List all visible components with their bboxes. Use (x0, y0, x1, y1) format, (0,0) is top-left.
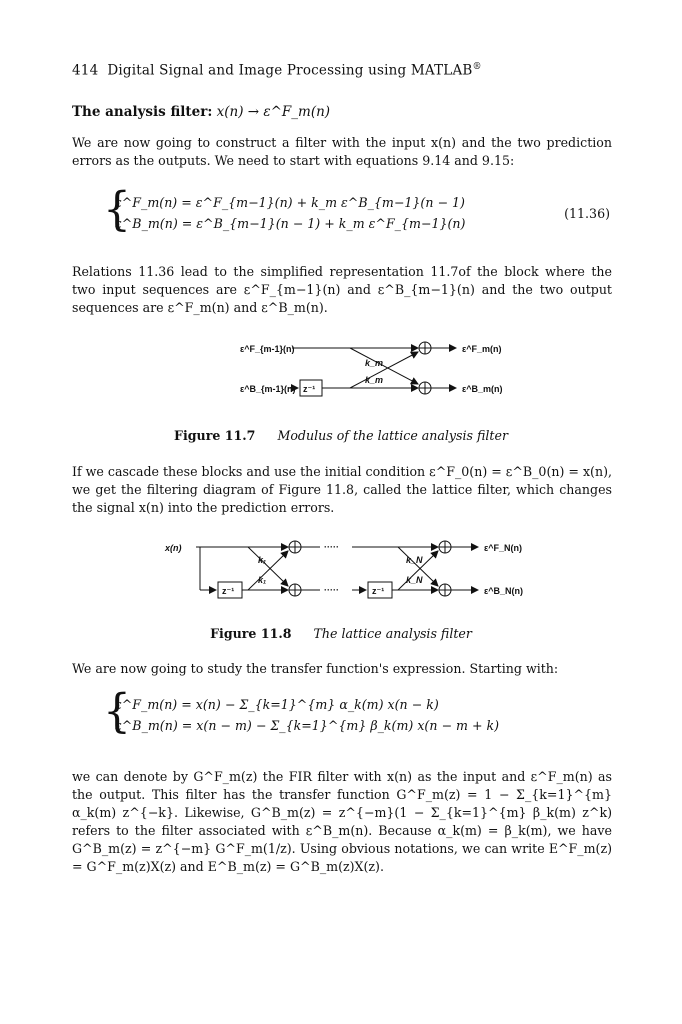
equation-line-1: ε^F_m(n) = ε^F_{m−1}(n) + k_m ε^B_{m−1}(n − 1) (115, 195, 465, 210)
output-forward-label: ε^F_m(n) (462, 344, 502, 354)
book-title: Digital Signal and Image Processing using MATLAB (107, 62, 473, 79)
output-forward-label: ε^F_N(n) (484, 543, 523, 553)
dots-top: ····· (324, 542, 339, 552)
figure-title: The lattice analysis filter (313, 626, 472, 641)
brace: { (103, 182, 131, 237)
cross-forward-to-backward (350, 348, 418, 384)
output-backward-label: ε^B_N(n) (484, 586, 524, 596)
delay-label-1: z⁻¹ (222, 586, 235, 596)
running-header (72, 62, 482, 79)
figure-title: Modulus of the lattice analysis filter (277, 428, 508, 443)
equation-number: (11.36) (564, 206, 610, 221)
figure-11-7-caption (0, 428, 682, 443)
registered-mark: ® (472, 62, 482, 72)
figure-label: Figure 11.7 (174, 428, 256, 443)
page-number: 414 (72, 62, 99, 79)
paragraph-transfer: We are now going to study the transfer function's expression. Starting with: (72, 661, 559, 676)
delay-label: z⁻¹ (303, 384, 316, 394)
equation-line-2: ε^B_m(n) = x(n − m) − Σ_{k=1}^{m} β_k(m) x(n − m + k) (115, 718, 500, 733)
k1-bottom-label: k₁ (258, 575, 267, 585)
brace: { (103, 684, 131, 739)
section-expr: x(n) → ε^F_m(n) (216, 104, 331, 120)
equation-line-2: ε^B_m(n) = ε^B_{m−1}(n − 1) + k_m ε^F_{m−1}(n) (115, 216, 466, 231)
equation-errors (103, 684, 500, 739)
k1-top-label: k₁ (258, 555, 267, 565)
delay-label-n: z⁻¹ (372, 586, 385, 596)
paragraph-cascade: If we cascade these blocks and use the initial condition ε^F_0(n) = ε^B_0(n) = x(n), we get the filtering diagram of Figure 11.8, called the lattice filter, which changes the signal x(n) into the prediction errors. (72, 464, 612, 515)
input-backward-label: ε^B_{m-1}(n) (240, 384, 296, 394)
figure-11-8-caption (0, 626, 682, 641)
paragraph-fir: we can denote by G^F_m(z) the FIR filter with x(n) as the input and ε^F_m(n) as the output. This filter has the transfer function G^F_m(z) = 1 − Σ_{k=1}^{m} α_k(m) z^{−k}. Likewise, G^B_m(z) = z^{−m}(1 − Σ_{k=1}^{m} β_k(m) z^k) refers to the filter associated with ε^B_m(n). Because α_k(m) = β_k(m), we have G^B_m(z) = z^{−m} G^F_m(1/z). Using obvious notations, we can write E^F_m(z) = G^F_m(z)X(z) and E^B_m(z) = G^B_m(z)X(z). (72, 769, 612, 874)
paragraph-intro: We are now going to construct a filter with the input x(n) and the two prediction errors as the outputs. We need to start with equations 9.14 and 9.15: (72, 135, 612, 168)
kN-top-label: k_N (406, 555, 423, 565)
section-title: The analysis filter: (72, 104, 213, 120)
k-bottom-label: k_m (365, 375, 384, 385)
equation-line-1: ε^F_m(n) = x(n) − Σ_{k=1}^{m} α_k(m) x(n − k) (115, 697, 439, 712)
figure-11-7-diagram (0, 330, 682, 410)
kN-bottom-label: k_N (406, 575, 423, 585)
figure-label: Figure 11.8 (210, 626, 292, 641)
cross-backward-to-forward (350, 352, 418, 388)
dots-bottom: ····· (324, 585, 339, 595)
equation-11-36 (103, 182, 466, 237)
figure-11-8-diagram (0, 535, 682, 610)
input-label: x(n) (165, 543, 182, 553)
input-forward-label: ε^F_{m-1}(n) (240, 344, 295, 354)
paragraph-relations: Relations 11.36 lead to the simplified representation 11.7of the block where the two input sequences are ε^F_{m−1}(n) and ε^B_{m−1}(n) and the two output sequences are ε^F_m(n) and ε^B_m(n). (72, 264, 612, 315)
k-top-label: k_m (365, 358, 384, 368)
section-heading (72, 104, 330, 120)
output-backward-label: ε^B_m(n) (462, 384, 503, 394)
